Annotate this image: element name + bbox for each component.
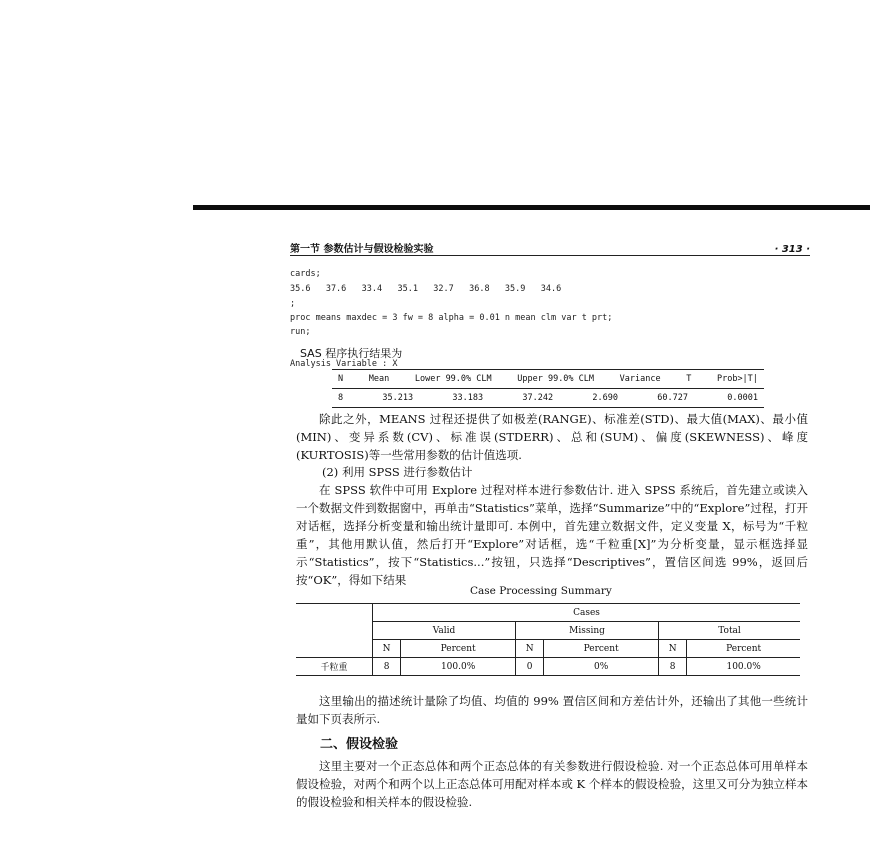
sas-val-prob: 0.0001 — [727, 393, 758, 403]
sas-col-upper: Upper 99.0% CLM — [517, 374, 595, 384]
cases-header: Cases — [373, 604, 801, 622]
running-head — [290, 240, 810, 255]
missing-header: Missing — [516, 622, 659, 640]
case-processing-table — [296, 603, 800, 676]
sas-col-lower: Lower 99.0% CLM — [414, 374, 492, 384]
col-header: N — [516, 640, 544, 658]
code-line: run; — [290, 327, 311, 337]
sas-output-table — [332, 369, 764, 408]
table-cell: 8 — [373, 658, 401, 676]
code-line: ; — [290, 299, 296, 309]
paragraph-hypothesis: 这里主要对一个正态总体和两个正态总体的有关参数进行假设检验. 对一个正态总体可用单样本假设检验，对两个和两个以上正态总体可用配对样本或 K 个样本的假设检验，这里又可分为独立样本的假设检验和相关样本的假设检验. — [296, 759, 808, 809]
paragraph-means-options: 除此之外，MEANS 过程还提供了如极差(RANGE)、标准差(STD)、最大值(MAX)、最小值(MIN)、变异系数(CV)、标准误(STDERR)、总和(SUM)、偏度(SKEWNESS)、峰度(KURTOSIS)等一些常用参数的估计值选项. — [296, 412, 808, 462]
code-line: 35.6 37.6 33.4 35.1 32.7 36.8 35.9 34.6 — [290, 284, 562, 294]
col-header: Percent — [401, 640, 516, 658]
corner-cell — [296, 622, 373, 640]
header-rule — [290, 255, 810, 256]
valid-header: Valid — [373, 622, 516, 640]
sas-val-lower: 33.183 — [452, 393, 484, 403]
sas-result-title: SAS 程序执行结果为 — [300, 347, 403, 360]
col-header: Percent — [544, 640, 659, 658]
case-table-title: Case Processing Summary — [470, 585, 612, 597]
subheading-spss: (2) 利用 SPSS 进行参数估计 — [322, 465, 473, 479]
col-header: Percent — [726, 643, 762, 654]
sas-col-n: N — [338, 374, 344, 384]
col-header: N — [659, 640, 687, 658]
total-header: Total — [659, 622, 800, 640]
sas-val-mean: 35.213 — [382, 393, 414, 403]
sas-col-t: T — [686, 374, 692, 384]
sas-col-prob: Prob>|T| — [716, 374, 758, 384]
row-label: 千粒重 — [296, 658, 373, 676]
corner-cell — [296, 604, 373, 622]
table-cell: 0% — [544, 658, 659, 676]
sas-val-upper: 37.242 — [522, 393, 554, 403]
paragraph-descriptives: 这里输出的描述统计量除了均值、均值的 99% 置信区间和方差估计外，还输出了其他一些统计量如下页表所示. — [296, 694, 808, 726]
table-cell: 100.0% — [726, 661, 761, 672]
sas-val-variance: 2.690 — [592, 393, 618, 403]
sas-val-t: 60.727 — [657, 393, 688, 403]
paragraph-spss-explore: 在 SPSS 软件中可用 Explore 过程对样本进行参数估计. 进入 SPSS 系统后，首先建立或读入一个数据文件到数据窗中，再单击“Statistics”菜单，选择“Summarize”中的“Explore”过程，打开对话框，选择分析变量和输出统计量即可. 本例中，首先建立数据文件，定义变量 X，标号为“千粒重”，其他用默认值，然后打开“Explore”对话框，选“千粒重[X]”为分析变量，显示框选择显示“Statistics”，按下“Statistics...”按钮，只选择“Descriptives”，置信区间选 99%，返回后按“OK”，得如下结果 — [296, 483, 808, 587]
section-title: 二、假设检验 — [320, 737, 399, 752]
sas-col-variance: Variance — [619, 374, 661, 384]
corner-cell — [296, 640, 373, 658]
sas-val-n: 8 — [338, 393, 344, 403]
sas-header-row — [332, 370, 764, 389]
sas-col-mean: Mean — [368, 374, 390, 384]
table-cell: 8 — [659, 658, 687, 676]
chapter-title: 第一节 参数估计与假设检验实验 — [290, 244, 434, 255]
table-cell: 100.0% — [401, 658, 516, 676]
col-header: N — [373, 640, 401, 658]
analysis-variable: Analysis Variable : X — [290, 359, 398, 369]
page-number: · 313 · — [774, 244, 810, 255]
top-rule — [193, 205, 870, 210]
sas-data-row — [332, 389, 764, 407]
table-cell: 0 — [516, 658, 544, 676]
code-line: proc means maxdec = 3 fw = 8 alpha = 0.01 n mean clm var t prt; — [290, 313, 613, 323]
code-line: cards; — [290, 269, 321, 279]
